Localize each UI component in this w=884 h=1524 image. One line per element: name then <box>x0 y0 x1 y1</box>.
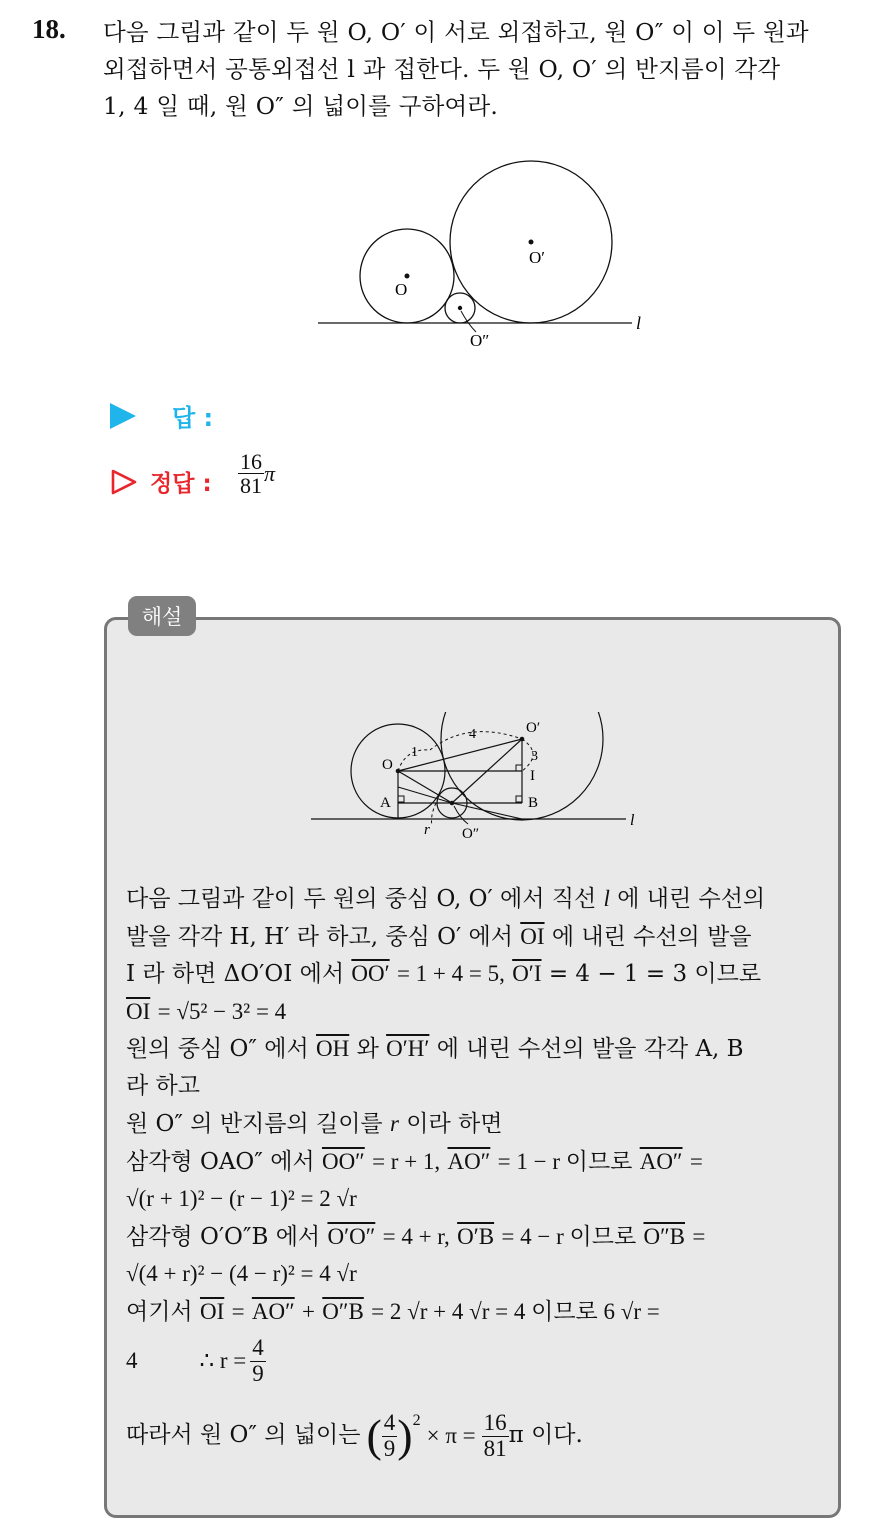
center-dot <box>405 274 410 279</box>
text: 에 내린 수선의 <box>617 886 766 912</box>
right-angle-mark <box>516 796 522 802</box>
solution-line <box>126 993 826 1031</box>
length-arc-4 <box>430 732 522 750</box>
solution-line: 라 하고 <box>126 1072 200 1099</box>
problem-figure <box>310 148 650 354</box>
fraction-denominator: 81 <box>483 1435 507 1461</box>
center-dot <box>520 737 525 742</box>
question-line: 외접하면서 공통외접선 l 과 접한다. 두 원 O, O′ 의 반지름이 각각 <box>103 55 781 83</box>
math-var: r <box>389 1111 399 1136</box>
outline-play-icon <box>110 468 138 496</box>
solution-line: √(r + 1)² − (r − 1)² = 2 √r <box>126 1186 357 1211</box>
segment: $\overline{OI}$ <box>520 923 545 949</box>
label-I: I <box>530 768 535 784</box>
segment: AO″ <box>251 1298 295 1324</box>
math: × π = <box>426 1423 476 1449</box>
solution-text <box>126 880 826 1476</box>
label-4: 4 <box>469 727 476 742</box>
math-var: l <box>603 886 610 911</box>
solution-figure <box>308 712 648 847</box>
play-icon <box>110 403 136 429</box>
text: 원 O″ 의 반지름의 길이를 <box>126 1111 383 1137</box>
text: 발을 각각 H, H′ 라 하고, 중심 O′ 에서 <box>126 923 513 950</box>
label-O: O <box>395 280 408 299</box>
fraction <box>250 1336 266 1385</box>
center-dot <box>458 306 462 310</box>
text: 와 <box>356 1036 379 1062</box>
segment: OO′ <box>351 961 390 986</box>
label-r: r <box>424 822 430 838</box>
solution-line: √(4 + r)² − (4 − r)² = 4 √r <box>126 1261 357 1286</box>
fraction-denominator: 81 <box>240 473 262 499</box>
center-dot <box>450 801 455 806</box>
fraction <box>482 1411 509 1460</box>
math: = 1 − r 이므로 <box>497 1148 633 1174</box>
label-l: l <box>630 812 635 829</box>
text: I 라 하면 ΔO′OI 에서 <box>126 961 345 987</box>
segment: O′B <box>457 1223 495 1249</box>
math: ∴ r = <box>199 1348 247 1374</box>
segment: O′I <box>512 961 542 986</box>
math: = r + 1, <box>372 1148 441 1174</box>
label-O-double-prime: O″ <box>470 331 490 350</box>
math: = 2 √r + 4 √r = 4 이므로 6 √r = <box>371 1298 660 1324</box>
solution-line <box>126 880 826 918</box>
segment: OO″ <box>321 1148 365 1174</box>
math: = 1 + 4 = 5, <box>396 961 505 986</box>
math: = √5² − 3² = 4 <box>157 998 287 1024</box>
pi-symbol: π <box>264 460 276 486</box>
fraction-numerator: 4 <box>252 1335 264 1361</box>
text: 삼각형 O′O″B 에서 <box>126 1223 321 1250</box>
segment: O″B <box>643 1223 686 1249</box>
length-arc-r <box>432 803 437 826</box>
fraction-denominator: 9 <box>383 1435 396 1461</box>
segment: $\overline{OH}$ <box>316 1036 350 1061</box>
segment-O-O-double-prime <box>398 771 452 803</box>
label-O-prime: O′ <box>529 248 545 267</box>
center-dot <box>396 769 401 774</box>
right-angle-mark <box>398 796 404 802</box>
answer-label: 답 : <box>172 404 214 432</box>
segment: $\overline{OI}$ <box>126 998 151 1024</box>
paren: ) <box>397 1410 413 1461</box>
segment: AO″ <box>447 1148 491 1174</box>
label-1: 1 <box>411 745 418 760</box>
text: 여기서 <box>126 1298 193 1325</box>
math: = <box>231 1298 245 1324</box>
text: 다음 그림과 같이 두 원의 중심 O, O′ 에서 직선 <box>126 886 597 912</box>
solution-line <box>126 1105 826 1143</box>
solution-line <box>126 1143 826 1181</box>
correct-value <box>238 450 275 497</box>
solution-line <box>126 1396 826 1476</box>
label-A: A <box>380 795 391 811</box>
text: 원의 중심 O″ 에서 <box>126 1036 309 1062</box>
solution-line <box>126 1330 826 1392</box>
fraction <box>238 450 264 497</box>
segment: AO″ <box>639 1148 683 1174</box>
fraction-denominator: 9 <box>252 1360 264 1386</box>
text: 따라서 원 O″ 의 넓이는 <box>126 1422 361 1449</box>
solution-line <box>126 1030 826 1068</box>
exponent: 2 <box>412 1412 421 1429</box>
solution-line <box>126 1218 826 1256</box>
text: π 이다. <box>508 1422 583 1449</box>
solution-line <box>126 918 826 956</box>
segment: O′H′ <box>386 1036 430 1061</box>
question-line: 다음 그림과 같이 두 원 O, O′ 이 서로 외접하고, 원 O″ 이 이 두 원과 <box>103 18 809 46</box>
question-line: 1, 4 일 때, 원 O″ 의 넓이를 구하여라. <box>103 92 499 120</box>
fraction-numerator: 4 <box>383 1410 396 1436</box>
solution-tag: 해설 <box>128 596 196 636</box>
math: = <box>689 1148 703 1174</box>
fraction-numerator: 16 <box>240 449 262 474</box>
label-B: B <box>528 795 539 811</box>
label-O: O <box>382 757 393 773</box>
text: 에 내린 수선의 발을 <box>551 923 752 950</box>
text: 에 내린 수선의 발을 각각 A, B <box>436 1036 744 1062</box>
text: = 4 − 1 = 3 이므로 <box>548 961 762 987</box>
math: 4 <box>126 1348 138 1374</box>
solution-line <box>126 1293 826 1331</box>
question-text <box>103 14 863 125</box>
correct-label: 정답 : <box>150 471 212 497</box>
fraction <box>382 1411 398 1460</box>
math: = 4 + r, <box>382 1223 450 1249</box>
fraction-numerator: 16 <box>483 1410 507 1436</box>
math: + <box>301 1298 315 1324</box>
paren: ( <box>366 1410 382 1461</box>
segment-extension <box>452 803 522 819</box>
center-dot <box>529 240 534 245</box>
label-O-prime: O′ <box>526 720 541 736</box>
label-l: l <box>636 313 642 333</box>
segment: O′O″ <box>327 1223 376 1249</box>
segment-extension <box>398 787 452 803</box>
label-O-double-prime: O″ <box>462 826 480 842</box>
math: = <box>692 1223 706 1249</box>
question-number: 18. <box>32 14 66 44</box>
segment: O″B <box>322 1298 364 1324</box>
label-3: 3 <box>531 749 538 764</box>
math: = 4 − r 이므로 <box>501 1223 637 1249</box>
solution-line <box>126 955 826 993</box>
segment: $\overline{OI}$ <box>199 1298 225 1324</box>
text: 이라 하면 <box>406 1111 503 1137</box>
right-angle-mark <box>516 765 522 771</box>
text: 삼각형 OAO″ 에서 <box>126 1148 315 1175</box>
